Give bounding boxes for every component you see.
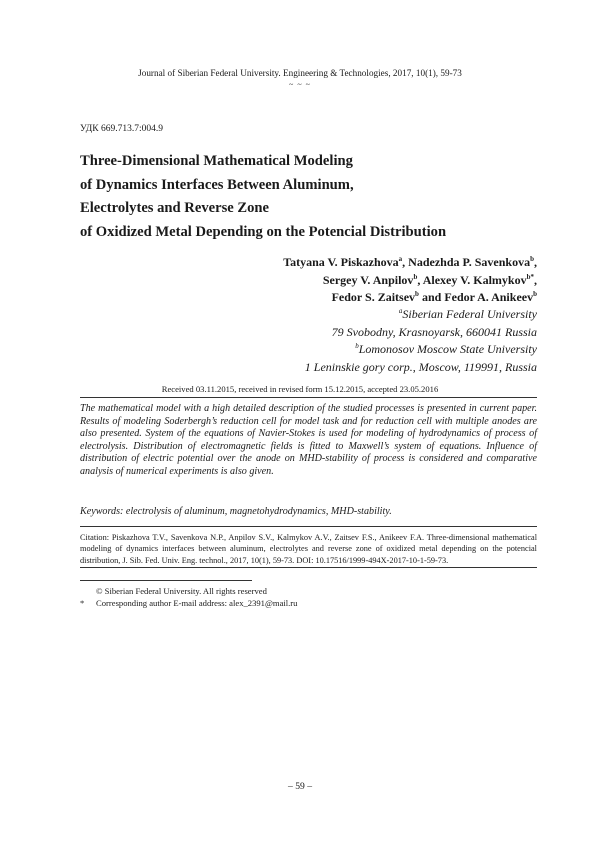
- author-name: Nadezhda P. Savenkova: [408, 255, 531, 269]
- copyright-note: © Siberian Federal University. All rights reserved: [96, 586, 267, 596]
- title-line: of Oxidized Metal Depending on the Potencial Distribution: [80, 223, 447, 240]
- author-name: Fedor S. Zaitsev: [331, 290, 416, 304]
- affiliations: [305, 306, 537, 376]
- author-list: [283, 254, 537, 307]
- affiliation-address: 79 Svobodny, Krasnoyarsk, 660041 Russia: [331, 324, 537, 339]
- title-line: of Dynamics Interfaces Between Aluminum,: [80, 176, 354, 193]
- affiliation-mark: a: [398, 255, 403, 263]
- affiliation-mark: b: [413, 272, 418, 281]
- citation: Citation: Piskazhova T.V., Savenkova N.P., Anpilov S.V., Kalmykov A.V., Zaitsev F.S., Anikeev F.A. Three-dimensional mathematical modeling of dynamics interfaces between aluminum, electrolytes and reverse zone of oxidized metal depending on the potencial distribution, J. Sib. Fed. Univ. Eng. technol., 2017, 10(1), 59-73. DOI: 10.17516/1999-494X-2017-10-1-59-73.: [80, 533, 537, 565]
- author-line: Sergey V. Anpilov$^b$, Alexey V. Kalmykov$^{b*}$,: [322, 272, 537, 287]
- divider: [80, 526, 537, 527]
- divider: [80, 567, 537, 568]
- affiliation-mark: b: [415, 290, 419, 298]
- keywords: Keywords: electrolysis of aluminum, magnetohydrodynamics, MHD-stability.: [80, 506, 392, 517]
- author-line: Tatyana V. Piskazhova$^a$, Nadezhda P. Savenkova$^b$,: [283, 255, 537, 269]
- affiliation-mark: b: [533, 290, 537, 298]
- author-line: Fedor S. Zaitsev$^b$ and Fedor A. Anikeev$^b$: [331, 290, 537, 304]
- abstract: The mathematical model with a high detailed description of the studied processes is presented in current paper. Results of modeling Soderbergh’s reduction cell for model task and for reduction cell with multiple anodes are also presented. System of the equations of Navier-Stokes is used for modeling of hydrodynamics of process of electrolysis. Distribution of electromagnetic fields is fitted to Maxwell’s system of equations. Influence of distribution of electric potential over the anode on MHD-stability of process is considered and comparative analysis of numerical experiments is also given.: [80, 403, 537, 477]
- author-name: Fedor A. Anikeev: [444, 290, 534, 304]
- header-ornament: ~ ~ ~: [289, 80, 311, 89]
- author-name: Alexey V. Kalmykov: [422, 272, 527, 287]
- affiliation-mark: b: [530, 255, 534, 263]
- journal-header: Journal of Siberian Federal University. Engineering & Technologies, 2017, 10(1), 59-73: [138, 68, 462, 78]
- footnote-divider: [80, 580, 252, 581]
- title-line: Three-Dimensional Mathematical Modeling: [80, 153, 353, 169]
- paper-title: [80, 150, 540, 244]
- title-line: Electrolytes and Reverse Zone: [80, 200, 270, 216]
- affiliation-name: $^a$Siberian Federal University: [398, 307, 537, 321]
- corresponding-author-note: * Corresponding author E-mail address: alex_2391@mail.ru: [80, 598, 298, 608]
- affiliation-mark: b*: [526, 272, 534, 281]
- divider: [80, 397, 537, 398]
- affiliation-address: 1 Leninskie gory corp., Moscow, 119991, Russia: [304, 359, 537, 374]
- author-name: Tatyana V. Piskazhova: [283, 255, 399, 269]
- page-number: – 59 –: [288, 781, 312, 792]
- author-name: Sergey V. Anpilov: [322, 272, 414, 287]
- udk-code: УДК 669.713.7:004.9: [80, 124, 163, 134]
- received-dates: Received 03.11.2015, received in revised form 15.12.2015, accepted 23.05.2016: [161, 384, 439, 394]
- affiliation-name: $^b$Lomonosov Moscow State University: [355, 342, 537, 356]
